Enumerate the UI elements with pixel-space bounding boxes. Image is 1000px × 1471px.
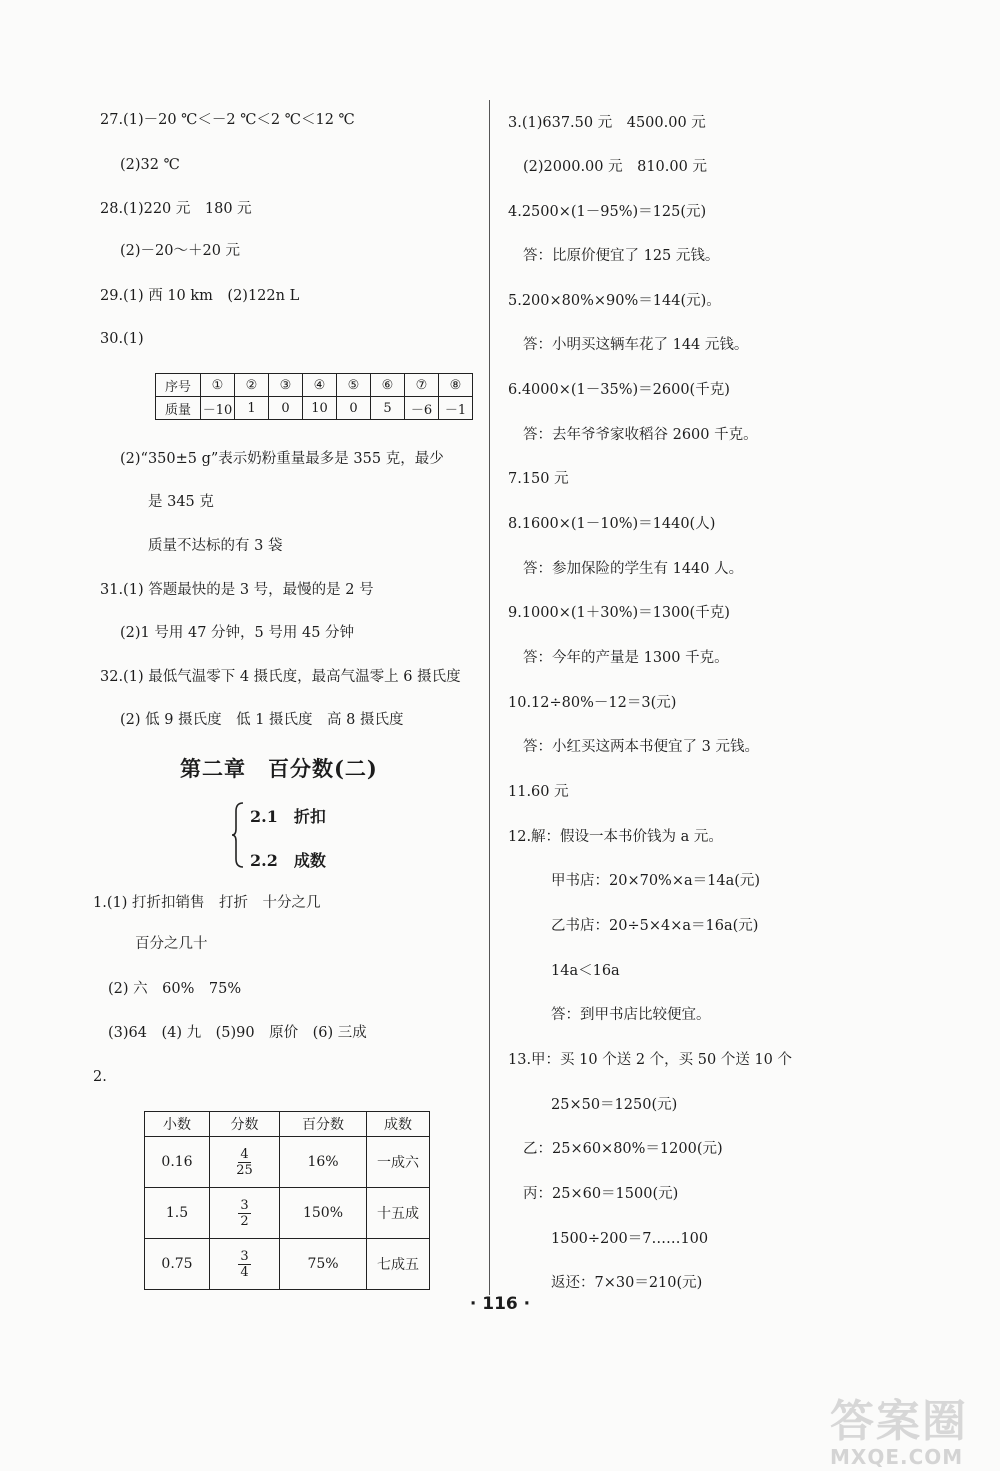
answer-10-calc: 10.12÷80%－12＝3(元) bbox=[508, 695, 677, 711]
table-cell: －10 bbox=[201, 397, 235, 420]
answer-3-part1: 3.(1)637.50 元 4500.00 元 bbox=[508, 115, 706, 131]
answer-12-setup: 12.解：假设一本书价钱为 a 元。 bbox=[508, 829, 723, 845]
answer-29: 29.(1) 西 10 km (2)122n L bbox=[100, 288, 300, 304]
answer-13-option-a: 13.甲：买 10 个送 2 个，买 50 个送 10 个 bbox=[508, 1052, 793, 1068]
answer-7: 7.150 元 bbox=[508, 471, 569, 487]
table-row bbox=[145, 1188, 430, 1239]
answer-9-reply: 答：今年的产量是 1300 千克。 bbox=[523, 650, 729, 666]
watermark bbox=[830, 1385, 968, 1469]
table-cell: 0.75 bbox=[145, 1239, 210, 1290]
answer-1-part2: (2) 六 60% 75% bbox=[108, 981, 242, 997]
answer-1-part3: (3)64 (4) 九 (5)90 原价 (6) 三成 bbox=[108, 1025, 367, 1041]
answer-6-calc: 6.4000×(1－35%)＝2600(千克) bbox=[508, 382, 730, 398]
table-cell: ⑤ bbox=[337, 374, 371, 397]
answer-27-part2: (2)32 ℃ bbox=[120, 157, 180, 173]
table-cell: ⑥ bbox=[371, 374, 405, 397]
section-2-1-title: 2.1 折扣 bbox=[250, 807, 326, 826]
answer-9-calc: 9.1000×(1＋30%)＝1300(千克) bbox=[508, 605, 730, 621]
page-number: · 116 · bbox=[469, 1294, 531, 1314]
table-cell bbox=[210, 1137, 280, 1188]
table-header-cell: 分数 bbox=[210, 1112, 280, 1137]
answer-30-part2-line1: (2)“350±5 g”表示奶粉重量最多是 355 克，最少 bbox=[120, 451, 444, 467]
table-cell: 十五成 bbox=[367, 1188, 430, 1239]
table-cell: ③ bbox=[269, 374, 303, 397]
chapter-heading: 第二章 百分数(二) bbox=[180, 756, 378, 781]
answer-12-compare: 14a＜16a bbox=[551, 963, 620, 979]
answer-13-option-b: 乙：25×60×80%＝1200(元) bbox=[523, 1141, 723, 1157]
answer-8-reply: 答：参加保险的学生有 1440 人。 bbox=[523, 561, 744, 577]
fraction bbox=[238, 1249, 250, 1280]
table-cell: 0 bbox=[269, 397, 303, 420]
answer-11: 11.60 元 bbox=[508, 784, 569, 800]
answer-31-part1: 31.(1) 答题最快的是 3 号，最慢的是 2 号 bbox=[100, 582, 374, 598]
table-cell: ⑧ bbox=[439, 374, 473, 397]
answer-1-part1-cont: 百分之几十 bbox=[135, 936, 208, 952]
answer-4-calc: 4.2500×(1－95%)＝125(元) bbox=[508, 204, 707, 220]
answer-8-calc: 8.1600×(1－10%)＝1440(人) bbox=[508, 516, 716, 532]
watermark-url: MXQE.COM bbox=[830, 1445, 964, 1469]
table-cell: ⑦ bbox=[405, 374, 439, 397]
answer-13-option-c: 丙：25×60＝1500(元) bbox=[523, 1186, 679, 1202]
answer-30-part1: 30.(1) bbox=[100, 331, 144, 347]
answer-12-store-a: 甲书店：20×70%×a＝14a(元) bbox=[551, 873, 761, 889]
answer-27-part1: 27.(1)－20 ℃＜－2 ℃＜2 ℃＜12 ℃ bbox=[100, 112, 355, 128]
fraction bbox=[236, 1147, 253, 1178]
answer-12-reply: 答：到甲书店比较便宜。 bbox=[551, 1007, 711, 1023]
table-cell: 75% bbox=[280, 1239, 367, 1290]
answer-28-part2: (2)－20～＋20 元 bbox=[120, 243, 241, 259]
table-cell: 0 bbox=[337, 397, 371, 420]
answer-6-reply: 答：去年爷爷家收稻谷 2600 千克。 bbox=[523, 427, 758, 443]
table-cell: ① bbox=[201, 374, 235, 397]
table-cell: 七成五 bbox=[367, 1239, 430, 1290]
table-header-row bbox=[145, 1112, 430, 1137]
table-cell bbox=[210, 1188, 280, 1239]
table-cell: 序号 bbox=[156, 374, 201, 397]
table-cell: 1 bbox=[235, 397, 269, 420]
answer-5-reply: 答：小明买这辆车花了 144 元钱。 bbox=[523, 337, 749, 353]
fraction-numerator: 4 bbox=[240, 1147, 249, 1162]
table-header-cell: 小数 bbox=[145, 1112, 210, 1137]
fraction bbox=[238, 1198, 250, 1229]
answer-2-label: 2. bbox=[93, 1069, 107, 1085]
answer-13-option-a-calc: 25×50＝1250(元) bbox=[551, 1097, 678, 1113]
table-cell: －6 bbox=[405, 397, 439, 420]
answer-5-calc: 5.200×80%×90%＝144(元)。 bbox=[508, 293, 721, 309]
answer-12-store-b: 乙书店：20÷5×4×a＝16a(元) bbox=[551, 918, 759, 934]
table-cell bbox=[210, 1239, 280, 1290]
table-cell: 16% bbox=[280, 1137, 367, 1188]
fraction-numerator: 3 bbox=[240, 1249, 249, 1264]
table-cell: 5 bbox=[371, 397, 405, 420]
table-cell: 150% bbox=[280, 1188, 367, 1239]
fraction-denominator: 4 bbox=[240, 1265, 249, 1280]
brace-icon bbox=[231, 801, 245, 869]
fraction-denominator: 2 bbox=[240, 1214, 249, 1229]
table-cell: －1 bbox=[439, 397, 473, 420]
answer-13-option-c-refund: 返还：7×30＝210(元) bbox=[551, 1275, 703, 1291]
answer-4-reply: 答：比原价便宜了 125 元钱。 bbox=[523, 248, 720, 264]
answer-31-part2: (2)1 号用 47 分钟，5 号用 45 分钟 bbox=[120, 625, 355, 641]
section-2-2-title: 2.2 成数 bbox=[250, 851, 326, 870]
watermark-logo: 答案圈 bbox=[830, 1396, 968, 1447]
fraction-numerator: 3 bbox=[240, 1198, 249, 1213]
answer-3-part2: (2)2000.00 元 810.00 元 bbox=[523, 159, 707, 175]
answer-30-part2-line2: 是 345 克 bbox=[148, 494, 214, 510]
table-header-cell: 成数 bbox=[367, 1112, 430, 1137]
answer-10-reply: 答：小红买这两本书便宜了 3 元钱。 bbox=[523, 739, 759, 755]
table-cell: 0.16 bbox=[145, 1137, 210, 1188]
fraction-denominator: 25 bbox=[236, 1163, 253, 1178]
table-cell: 质量 bbox=[156, 397, 201, 420]
answer-13-option-c-division: 1500÷200＝7……100 bbox=[551, 1231, 709, 1247]
answer-1-part1: 1.(1) 打折扣销售 打折 十分之几 bbox=[93, 895, 321, 911]
column-divider bbox=[489, 100, 490, 1295]
table-row bbox=[145, 1137, 430, 1188]
answer-32-part1: 32.(1) 最低气温零下 4 摄氏度，最高气温零上 6 摄氏度 bbox=[100, 669, 461, 685]
table-row bbox=[145, 1239, 430, 1290]
weight-deviation-table bbox=[155, 373, 473, 420]
answer-32-part2: (2) 低 9 摄氏度 低 1 摄氏度 高 8 摄氏度 bbox=[120, 712, 404, 728]
table-cell: 10 bbox=[303, 397, 337, 420]
answer-28-part1: 28.(1)220 元 180 元 bbox=[100, 201, 252, 217]
answer-30-part2-line3: 质量不达标的有 3 袋 bbox=[148, 538, 283, 554]
table-cell: 1.5 bbox=[145, 1188, 210, 1239]
table-cell: 一成六 bbox=[367, 1137, 430, 1188]
table-row bbox=[156, 397, 473, 420]
table-header-cell: 百分数 bbox=[280, 1112, 367, 1137]
table-row bbox=[156, 374, 473, 397]
table-cell: ④ bbox=[303, 374, 337, 397]
decimal-fraction-percent-table bbox=[144, 1111, 430, 1290]
table-cell: ② bbox=[235, 374, 269, 397]
